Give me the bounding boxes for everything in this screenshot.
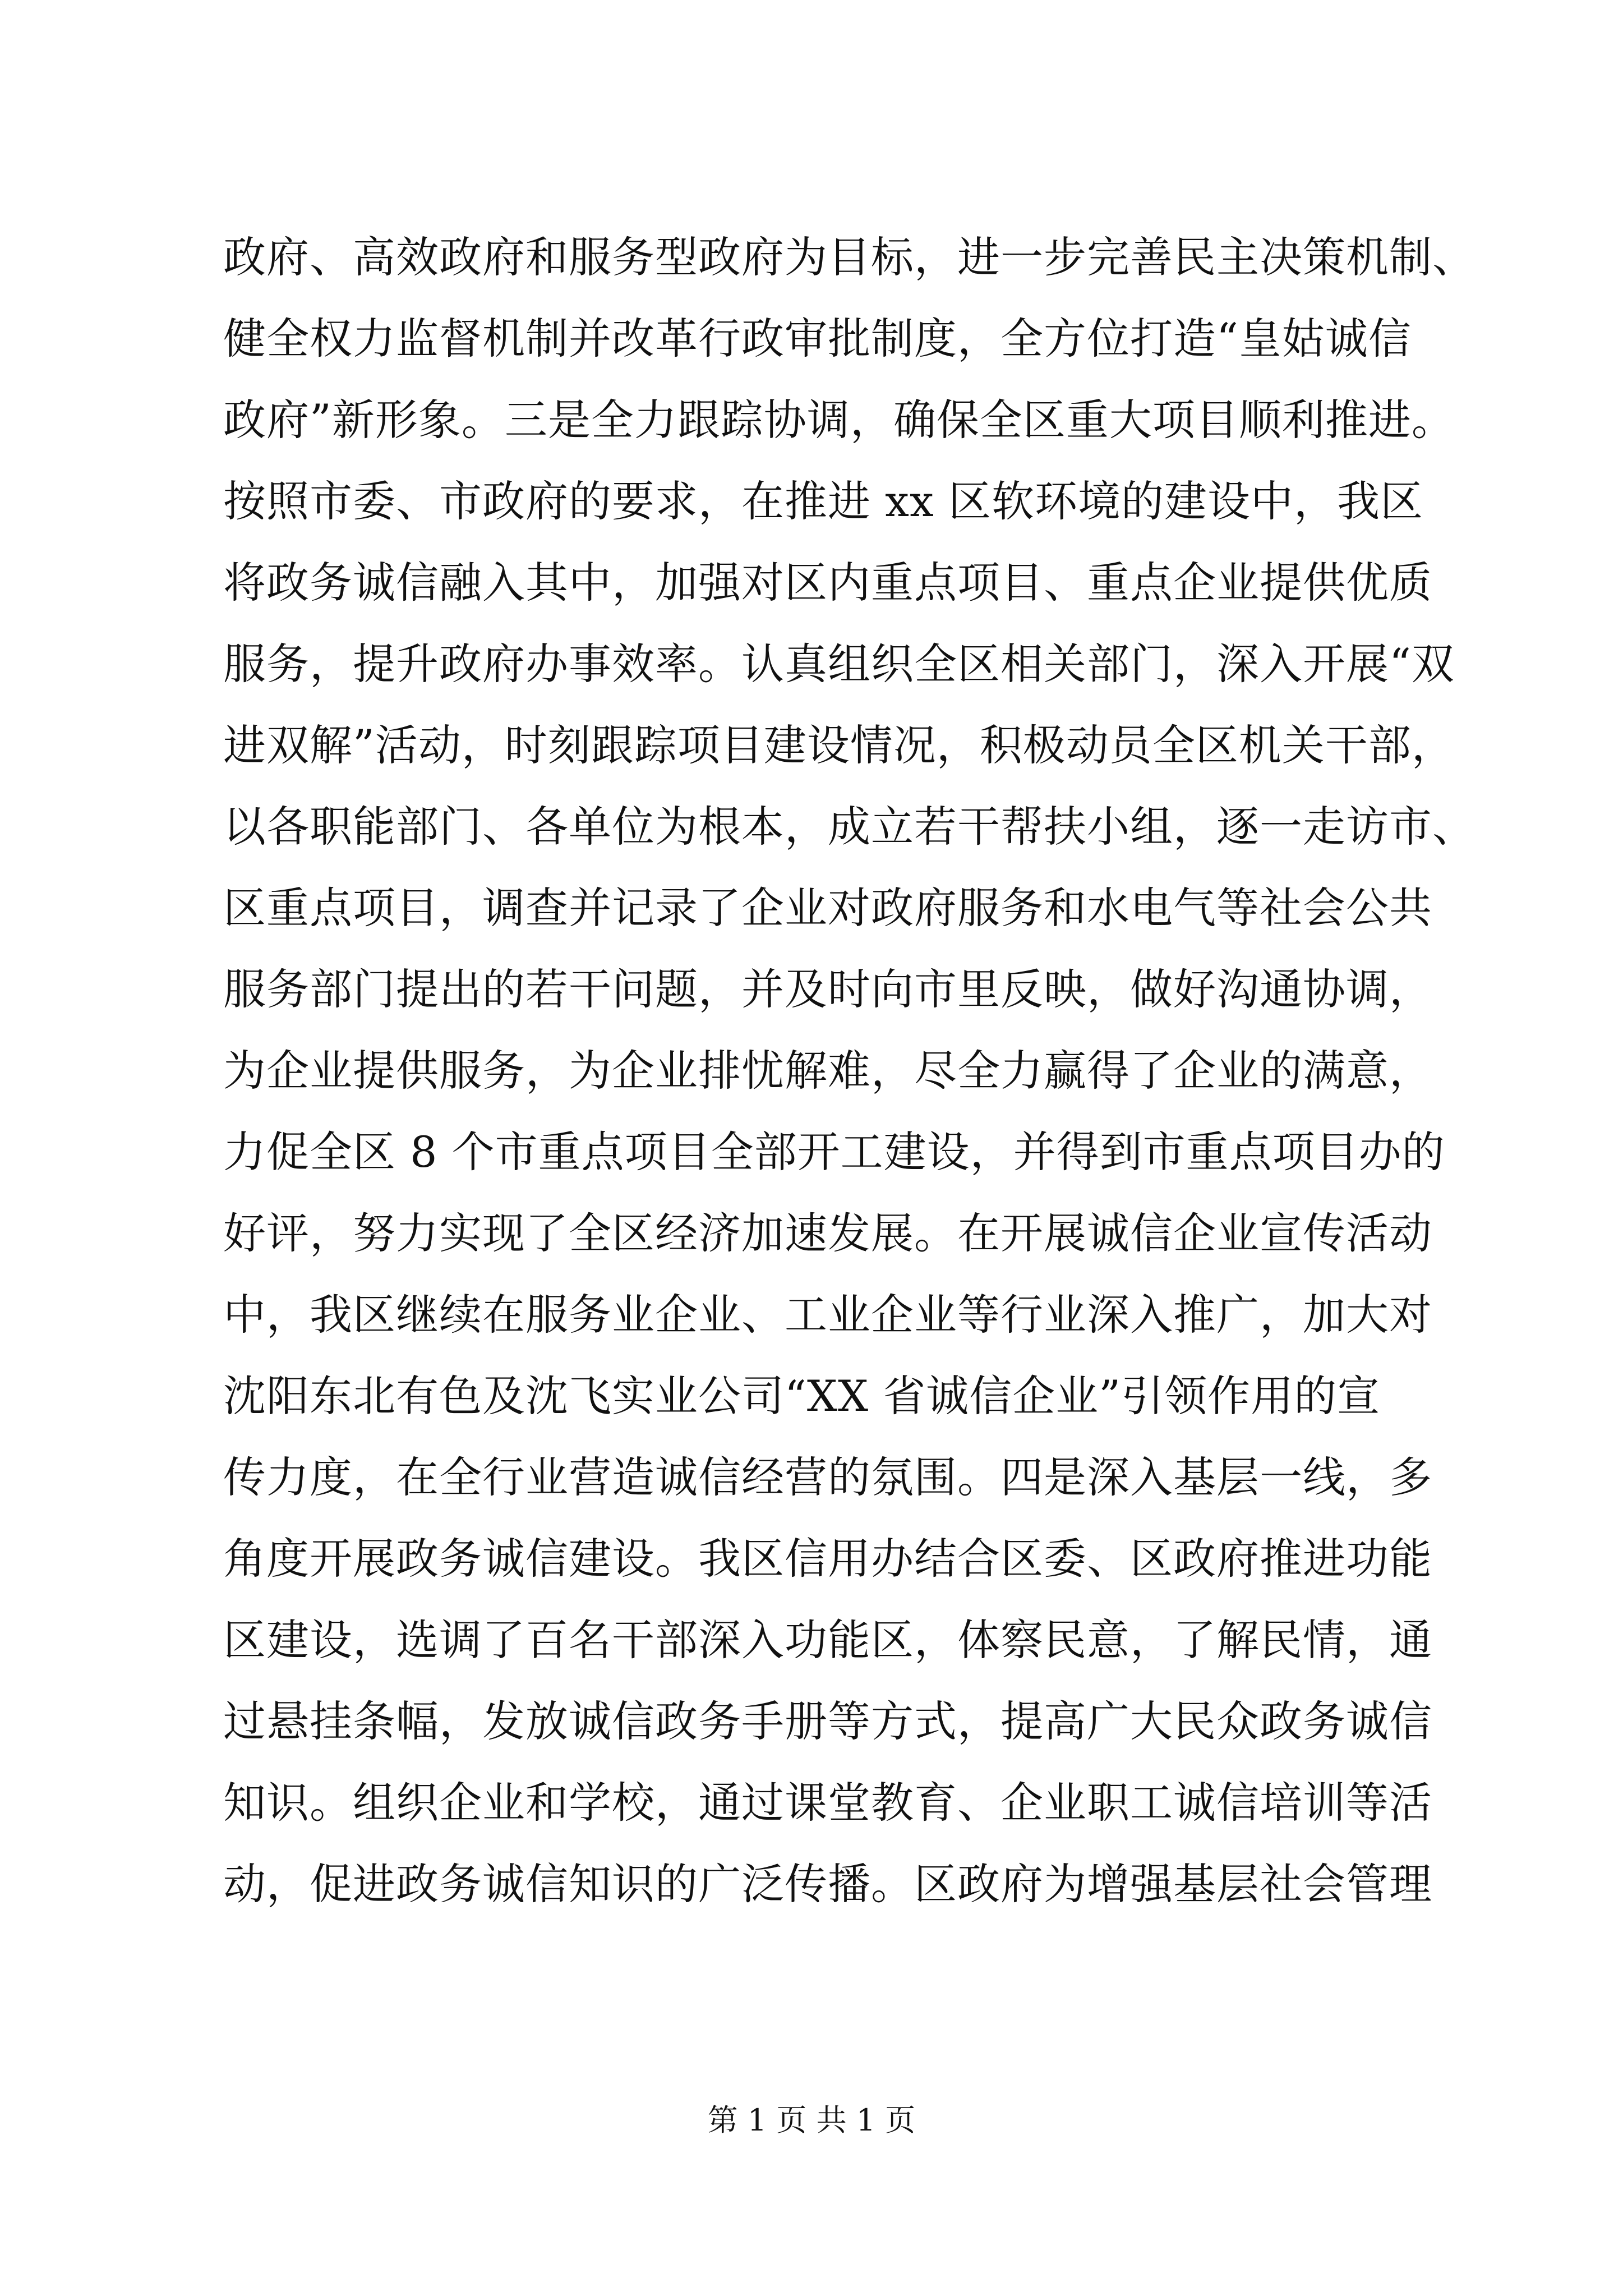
text-line: 健全权力监督机制并改革行政审批制度，全方位打造“皇姑诚信 [223, 314, 1412, 364]
text-line: 将政务诚信融入其中，加强对区内重点项目、重点企业提供优质 [223, 558, 1432, 608]
text-line: 进双解”活动，时刻跟踪项目建设情况，积极动员全区机关干部， [223, 720, 1455, 770]
text-line: 知识。组织企业和学校，通过课堂教育、企业职工诚信培训等活 [223, 1778, 1432, 1828]
text-line: 区建设，选调了百名干部深入功能区，体察民意，了解民情，通 [223, 1615, 1432, 1665]
text-line: 沈阳东北有色及沈飞实业公司“XX 省诚信企业”引领作用的宣 [223, 1371, 1381, 1421]
body-text [223, 217, 1476, 1925]
text-line: 角度开展政务诚信建设。我区信用办结合区委、区政府推进功能 [223, 1534, 1432, 1584]
text-line: 为企业提供服务，为企业排忧解难，尽全力赢得了企业的满意， [223, 1046, 1432, 1096]
text-line: 按照市委、市政府的要求，在推进 xx 区软环境的建设中，我区 [223, 476, 1424, 526]
text-line: 中，我区继续在服务业企业、工业企业等行业深入推广，加大对 [223, 1290, 1432, 1340]
text-line: 动，促进政务诚信知识的广泛传播。区政府为增强基层社会管理 [223, 1859, 1432, 1909]
text-line: 区重点项目，调查并记录了企业对政府服务和水电气等社会公共 [223, 883, 1432, 933]
text-line: 服务部门提出的若干问题，并及时向市里反映，做好沟通协调， [223, 964, 1432, 1014]
text-line: 服务，提升政府办事效率。认真组织全区相关部门，深入开展“双 [223, 639, 1455, 689]
text-line: 过悬挂条幅，发放诚信政务手册等方式，提高广大民众政务诚信 [223, 1696, 1432, 1746]
text-line: 好评，努力实现了全区经济加速发展。在开展诚信企业宣传活动 [223, 1208, 1432, 1258]
text-line: 政府”新形象。三是全力跟踪协调，确保全区重大项目顺利推进。 [223, 395, 1455, 445]
text-line: 政府、高效政府和服务型政府为目标，进一步完善民主决策机制、 [223, 232, 1476, 282]
text-line: 以各职能部门、各单位为根本，成立若干帮扶小组，逐一走访市、 [223, 802, 1476, 852]
page-footer: 第 1 页 共 1 页 [707, 2102, 916, 2138]
text-line: 传力度，在全行业营造诚信经营的氛围。四是深入基层一线，多 [223, 1452, 1432, 1502]
text-line: 力促全区 8 个市重点项目全部开工建设，并得到市重点项目办的 [223, 1127, 1445, 1177]
